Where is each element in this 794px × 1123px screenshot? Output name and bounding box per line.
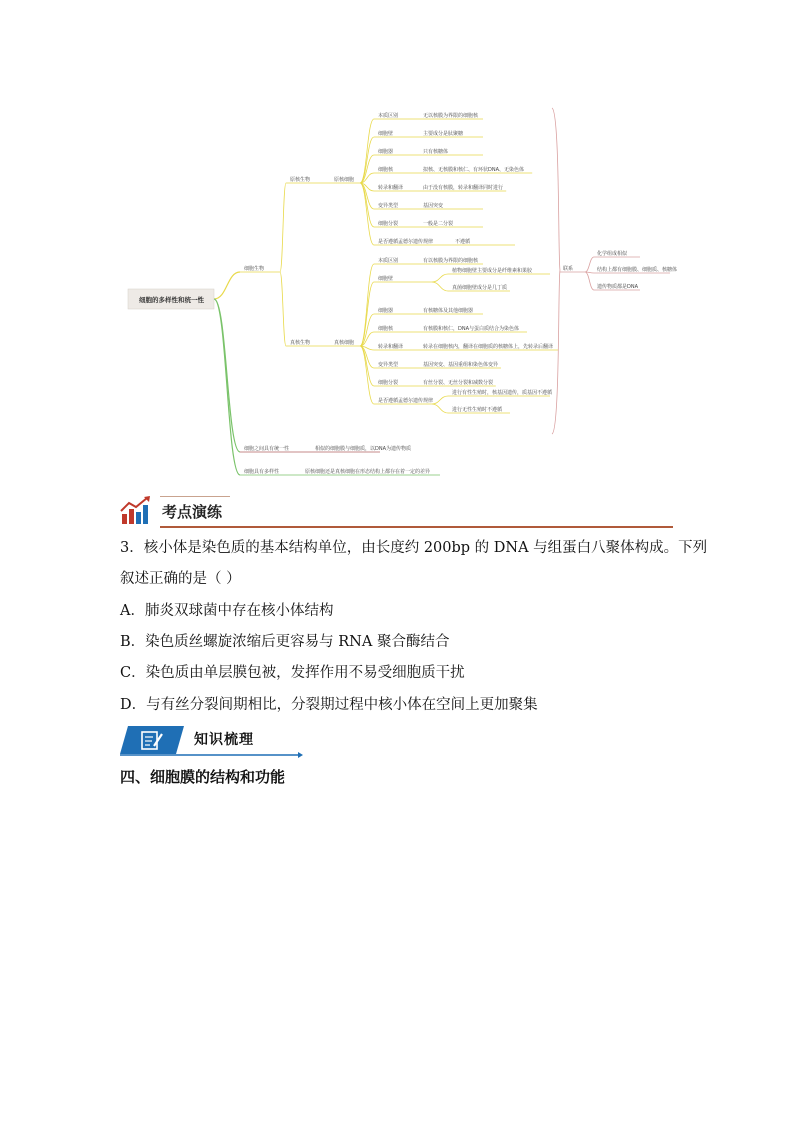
mm-item-value: 无以核膜为界限的细胞核 xyxy=(423,113,479,119)
mm-item-value-2: 进行无性生殖时不遵循 xyxy=(452,407,503,413)
mm-item-key: 本质区别 xyxy=(378,258,399,264)
mm-relation-bracket xyxy=(552,108,560,434)
mm-item-key: 细胞器 xyxy=(378,149,394,155)
mm-connector xyxy=(585,272,594,290)
mm-connector xyxy=(360,183,374,227)
mm-item-key: 细胞器 xyxy=(378,308,394,314)
mm-relation-item-2: 结构上都有细胞膜、细胞质、核糖体 xyxy=(597,267,678,273)
mm-item-key: 本质区别 xyxy=(378,113,399,119)
mm-item-value-2: 真菌细胞壁成分是几丁质 xyxy=(452,285,508,291)
mm-l1-unity-desc: 相似的细胞膜与细胞质，以DNA为遗传物质 xyxy=(315,446,412,452)
mm-connector xyxy=(360,137,374,183)
banner-knowledge-review xyxy=(118,724,303,758)
mm-connector xyxy=(360,183,374,245)
option-c: C．染色质由单层膜包被，发挥作用不易受细胞质干扰 xyxy=(120,665,465,681)
mm-item-key: 转录和翻译 xyxy=(378,344,404,350)
banner-title: 知识梳理 xyxy=(194,732,254,748)
mm-connector xyxy=(360,346,374,404)
section-title: 考点演练 xyxy=(162,503,223,521)
question-stem-line2: 叙述正确的是（ ） xyxy=(120,571,241,587)
mm-item-value: 进行有性生殖时，核基因遗传，质基因不遵循 xyxy=(452,390,553,396)
mm-l1-cell-organisms: 细胞生物 xyxy=(244,266,265,272)
option-b: B．染色质丝螺旋浓缩后更容易与 RNA 聚合酶结合 xyxy=(120,634,450,650)
mm-l1-diversity-desc: 原核细胞还是真核细胞在形态结构上都存在着一定的差异 xyxy=(305,469,431,475)
mm-item-value: 转录在细胞核内，翻译在细胞质的核糖体上，先转录后翻译 xyxy=(423,344,554,350)
option-d: D．与有丝分裂间期相比，分裂期过程中核小体在空间上更加聚集 xyxy=(120,697,538,713)
mindmap-diagram xyxy=(0,0,794,500)
mm-item-value: 基因突变 xyxy=(423,203,444,209)
mm-relation-item-3: 遗传物质都是DNA xyxy=(597,284,639,290)
chart-growth-icon xyxy=(120,496,152,526)
mm-connector xyxy=(214,272,240,299)
mm-prokaryote-branch: 原核生物 xyxy=(290,177,311,183)
mm-item-key: 细胞核 xyxy=(378,167,394,173)
mm-connector xyxy=(214,299,240,475)
mm-item-key: 细胞核 xyxy=(378,326,394,332)
mm-item-value: 一般是二分裂 xyxy=(423,221,454,227)
mm-connector xyxy=(360,346,374,386)
mindmap-connectors xyxy=(214,108,670,475)
mm-item-key: 是否遵循孟德尔遗传规律 xyxy=(378,239,434,245)
mm-item-value: 只有核糖体 xyxy=(423,149,449,155)
mm-connector xyxy=(432,404,448,413)
mindmap-root: 细胞的多样性和统一性 xyxy=(139,296,204,304)
section-header-practice xyxy=(120,494,673,528)
mm-item-key: 细胞壁 xyxy=(378,276,394,282)
mm-item-value: 植物细胞壁主要成分是纤维素和果胶 xyxy=(452,268,533,274)
mm-eukaryote-items xyxy=(378,257,553,413)
mm-l1-diversity: 细胞具有多样性 xyxy=(244,469,280,475)
mm-relation-item-1: 化学组成相似 xyxy=(597,251,628,257)
mm-item-value: 由于没有核膜，转录和翻译同时进行 xyxy=(423,185,504,191)
mm-connector xyxy=(280,183,286,272)
mm-item-value: 不遵循 xyxy=(455,239,471,245)
section-heading-4: 四、细胞膜的结构和功能 xyxy=(120,768,286,786)
mm-relation-label: 联系 xyxy=(563,266,574,272)
mm-item-value: 有核膜和核仁，DNA与蛋白质结合为染色体 xyxy=(423,326,520,332)
mm-connector xyxy=(214,299,240,452)
section-header-topline xyxy=(160,496,230,497)
section-underline xyxy=(160,526,673,528)
mm-item-value: 拟核、无核膜和核仁、有环状DNA、无染色体 xyxy=(423,167,525,173)
mm-connector xyxy=(585,257,594,272)
mm-item-key: 变异类型 xyxy=(378,362,399,368)
mm-item-value: 有以核膜为界限的细胞核 xyxy=(423,258,479,264)
mm-eukaryote-branch: 真核生物 xyxy=(290,340,311,346)
mm-item-value: 主要成分是肽聚糖 xyxy=(423,131,464,137)
mm-item-key: 变异类型 xyxy=(378,203,399,209)
mm-item-value: 基因突变、基因重组和染色体变异 xyxy=(423,362,499,368)
question-stem-line1: 3．核小体是染色质的基本结构单位，由长度约 200bp 的 DNA 与组蛋白八聚体构成。下列 xyxy=(120,540,708,556)
mm-item-key: 细胞壁 xyxy=(378,131,394,137)
mm-item-key: 细胞分裂 xyxy=(378,221,399,227)
mm-item-value: 有核糖体及其他细胞器 xyxy=(423,308,474,314)
mm-item-key: 细胞分裂 xyxy=(378,380,399,386)
mm-connector xyxy=(432,396,448,404)
notebook-pencil-icon xyxy=(140,729,164,751)
mm-connector xyxy=(432,282,448,291)
mm-eukaryote-node: 真核细胞 xyxy=(334,340,355,346)
mm-item-key: 是否遵循孟德尔遗传规律 xyxy=(378,398,434,404)
mm-connector xyxy=(360,264,374,346)
mm-connector xyxy=(280,272,286,346)
mm-connector xyxy=(432,274,448,282)
mm-item-value: 有丝分裂、无丝分裂和减数分裂 xyxy=(423,380,494,386)
option-a: A．肺炎双球菌中存在核小体结构 xyxy=(120,603,334,619)
mm-l1-unity: 细胞之间具有统一性 xyxy=(244,446,290,452)
mm-connector xyxy=(360,282,374,346)
mm-item-key: 转录和翻译 xyxy=(378,185,404,191)
mm-prokaryote-items xyxy=(378,112,524,245)
mm-prokaryote-node: 原核细胞 xyxy=(334,177,355,183)
